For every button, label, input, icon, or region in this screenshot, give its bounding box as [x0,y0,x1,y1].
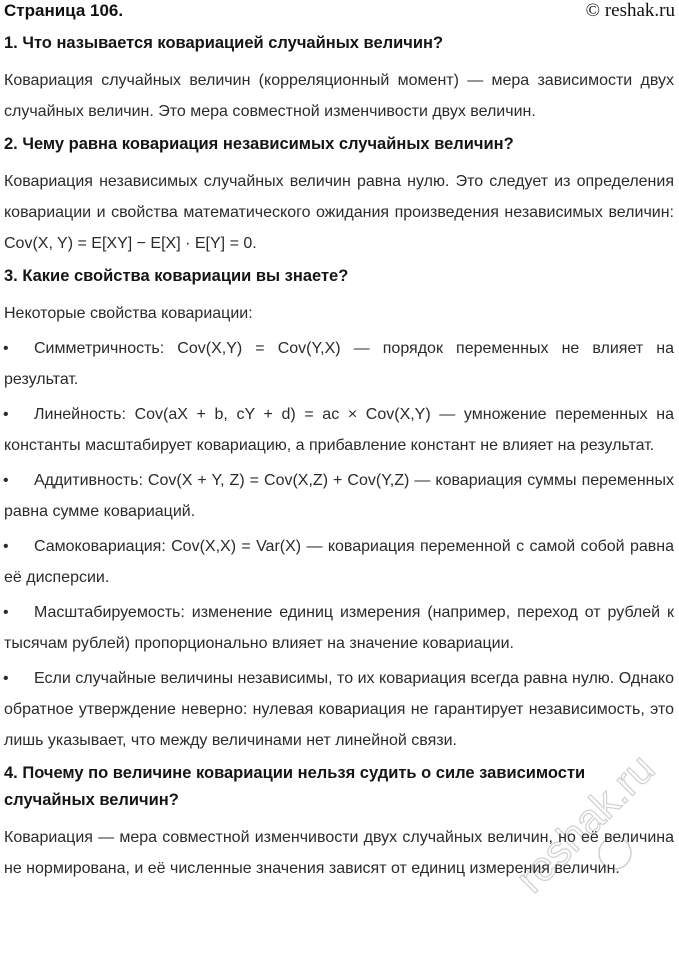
question-1 [4,30,674,127]
page-title: Страница 106. [4,1,124,20]
list-item [4,663,674,756]
site-credit[interactable]: © reshak.ru [585,0,675,21]
list-item [4,333,674,395]
list-item-text: Масштабируемость: изменение единиц измерения (например, переход от рублей к тысячам рублей) пропорционально влияет на значение ковариации. [4,604,674,652]
bullet-icon: • [3,406,9,423]
list-item [4,465,674,527]
question-2-title: 2. Чему равна ковариация независимых случайных величин? [4,135,514,153]
list-item [4,597,674,659]
bullet-icon: • [3,340,9,357]
list-item [4,531,674,593]
question-4-answer: Ковариация — мера совместной изменчивости двух случайных величин, но её величина не нормирована, и её численные значения зависят от единиц измерения величин. [4,829,674,877]
header [4,0,675,26]
question-2-answer: Ковариация независимых случайных величин равна нулю. Это следует из определения ковариации и свойства математического ожидания произведения независимых величин: Cov(X, Y) = E[XY] − E[X] · E[Y] = 0. [4,173,674,252]
list-item-text: Если случайные величины независимы, то их ковариация всегда равна нулю. Однако обратное утверждение неверно: нулевая ковариация не гарантирует независимость, это лишь указывает, что между величинами нет линейной связи. [4,670,674,749]
question-1-answer: Ковариация случайных величин (корреляционный момент) — мера зависимости двух случайных величин. Это мера совместной изменчивости двух величин. [4,72,674,120]
question-1-title: 1. Что называется ковариацией случайных величин? [4,34,444,52]
question-4 [4,760,674,884]
list-item-text: Самоковариация: Cov(X,X) = Var(X) — ковариация переменной с самой собой равна её дисперсии. [4,538,674,586]
list-item-text: Симметричность: Cov(X,Y) = Cov(Y,X) — порядок переменных не влияет на результат. [4,340,674,388]
bullet-icon: • [3,472,9,489]
bullet-icon: • [3,670,9,687]
question-3-intro: Некоторые свойства ковариации: [4,305,253,322]
bullet-icon: • [3,538,9,555]
question-4-title: 4. Почему по величине ковариации нельзя судить о силе зависимости случайных величин? [4,764,586,809]
question-3-title: 3. Какие свойства ковариации вы знаете? [4,267,349,285]
content [4,30,674,888]
question-3 [4,263,674,756]
properties-list [4,333,674,756]
list-item-text: Аддитивность: Cov(X + Y, Z) = Cov(X,Z) + Cov(Y,Z) — ковариация суммы переменных равна сумме ковариаций. [4,472,674,520]
bullet-icon: • [3,604,9,621]
list-item-text: Линейность: Cov(aX + b, cY + d) = ac × Cov(X,Y) — умножение переменных на константы масштабирует ковариацию, а прибавление констант не влияет на результат. [4,406,674,454]
question-2 [4,131,674,259]
list-item [4,399,674,461]
watermark-text: reshak.ru [506,744,664,902]
